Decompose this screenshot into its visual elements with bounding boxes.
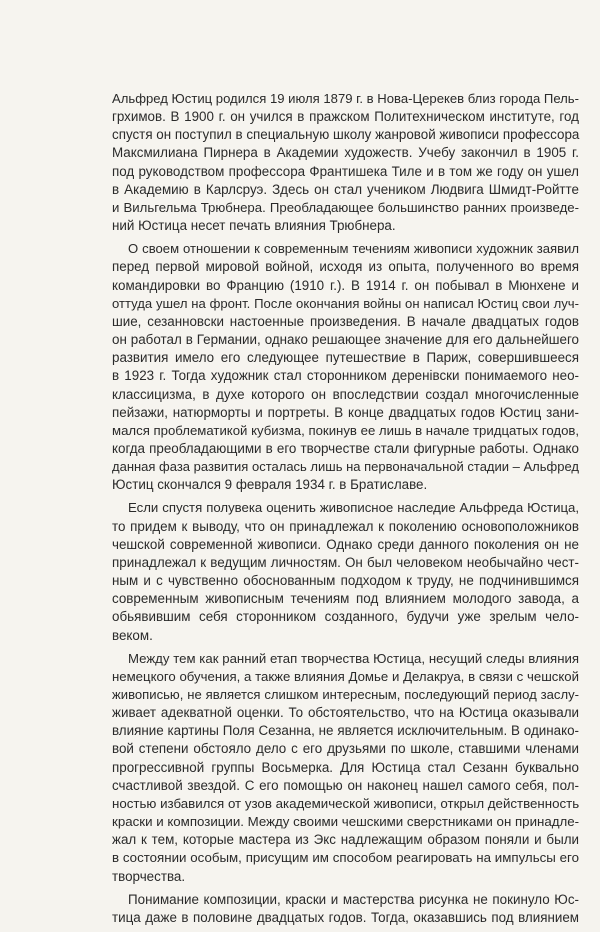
text-line: перед первой мировой войной, исходя из опыта, полученного во время xyxy=(112,259,579,275)
text-line: и Вильгельма Трюбнера. Преобладающее большинство ранних произведе- xyxy=(112,199,579,215)
text-line: Альфред Юстиц родился 19 июля 1879 г. в Нова-Церекев близ города Пель- xyxy=(112,91,579,106)
text-line: пейзажи, натюрморты и портреты. В конце двадцатых годов Юстиц зани- xyxy=(112,404,579,420)
text-line: чешской современной живописи. Однако среди данного поколения он не xyxy=(112,536,579,552)
text-line: живает адекватной оценки. То обстоятельство, что на Юстица оказывали xyxy=(112,705,579,721)
text-line: шие, сезанновски настоенные произведения. В начале двадцатых годов xyxy=(112,313,579,329)
text-line: жал к тем, которые мастера из Экс надлежащим образом поняли и были xyxy=(112,832,579,848)
paragraph-1 xyxy=(112,90,579,235)
text-line: вой степени обстояло дело с его друзьями по школе, ставшими членами xyxy=(112,741,579,757)
text-line: классицизма, в духе которого он впоследствии создал многочисленные xyxy=(112,386,579,402)
text-line: принадлежал к ведущим личностям. Он был человеком необычайно чест- xyxy=(112,554,579,570)
text-line: О своем отношении к современным течениям живописи художник заявил xyxy=(128,241,579,257)
paragraph-3 xyxy=(112,499,579,644)
text-line: Если спустя полувека оценить живописное наследие Альфреда Юстица, xyxy=(128,500,579,516)
text-line: немецкого обучения, а также влияния Домье и Делакруа, в связи с чешской xyxy=(112,668,579,684)
text-line: мался проблематикой кубизма, покинув ее лишь в начале тридцатых годов, xyxy=(112,422,580,438)
text-line: счастливой звездой. С его помощью он наконец нашел самого себя, пол- xyxy=(112,777,579,793)
text-line: влияние картины Поля Сезанна, не является исключительным. В одинако- xyxy=(112,723,579,739)
text-line: ностью избавился от узов академической живописи, открыл действенность xyxy=(112,795,580,811)
text-line: спустя он поступил в специальную школу жанровой живописи профессора xyxy=(112,127,580,143)
article-text xyxy=(112,90,579,932)
text-line: под руководством профессора Франтишека Тиле и в том же году он ушел xyxy=(112,163,579,179)
text-line: обьявившим себя сторонником созданного, будучи уже зрелым чело- xyxy=(112,609,579,625)
text-line: в 1923 г. Тогда художник стал сторонником деренівски понимаемого нео- xyxy=(112,368,579,384)
text-line: ний Юстица несет печать влияния Трюбнера. xyxy=(112,218,396,234)
paragraph-4 xyxy=(112,650,579,886)
text-line: когда преобладающими в его творчестве стали фигурные работы. Однако xyxy=(112,440,579,456)
text-line: оттуда ушел на фронт. После окончания войны он написал Юстиц свои луч- xyxy=(112,295,579,311)
text-line: Понимание композиции, краски и мастерства рисунка не покинуло Юс- xyxy=(128,891,579,907)
paragraph-2 xyxy=(112,240,579,494)
text-line: развития имело его следующее путешествие в Париж, совершившееся xyxy=(112,350,579,366)
text-line: в Академию в Карлсруэ. Здесь он стал учеником Людвига Шмидт-Ройтте xyxy=(112,181,579,197)
text-line: творчества. xyxy=(112,868,186,884)
text-line: он работал в Германии, однако решающее значение для его дальнейшего xyxy=(112,332,579,348)
text-line: данная фаза развития осталась лишь на первоначальной стадии – Альфред xyxy=(112,459,579,475)
text-line: то придем к выводу, что он принадлежал к поколению основоположников xyxy=(112,518,579,534)
text-line: прогрессивной группы Восьмерка. Для Юстица стал Сезанн буквально xyxy=(112,759,579,775)
text-line: грхимов. В 1900 г. он учился в пражском Политехническом институте, год xyxy=(112,109,579,125)
text-line: веком. xyxy=(112,627,153,643)
text-line: тица даже в половине двадцатых годов. Тогда, оказавшись под влиянием xyxy=(112,909,579,925)
text-line: Максмилиана Пирнера в Академии художеств. Учебу закончил в 1905 г. xyxy=(112,145,579,161)
text-line: ным и с чувственно обоснованным подходом к труду, не подчинившимся xyxy=(112,573,579,589)
text-line: в состоянии особым, присущим им способом реагировать на импульсы его xyxy=(112,850,579,866)
text-line: командировки во Францию (1910 г.). В 1914 г. он побывал в Мюнхене и xyxy=(112,277,579,293)
text-line: краски и композиции. Между своими чешскими сверстниками он принадле- xyxy=(112,814,580,830)
paragraph-5 xyxy=(112,891,579,927)
text-line: живописью, не является слишком интересным, последующий период заслу- xyxy=(112,687,579,702)
text-line: современным живописным течениям под влиянием молодого завода, а xyxy=(112,591,579,607)
text-line: Между тем как ранний етап творчества Юстица, несущий следы влияния xyxy=(128,650,579,666)
text-line: Юстиц скончался 9 февраля 1934 г. в Братиславе. xyxy=(112,477,428,493)
